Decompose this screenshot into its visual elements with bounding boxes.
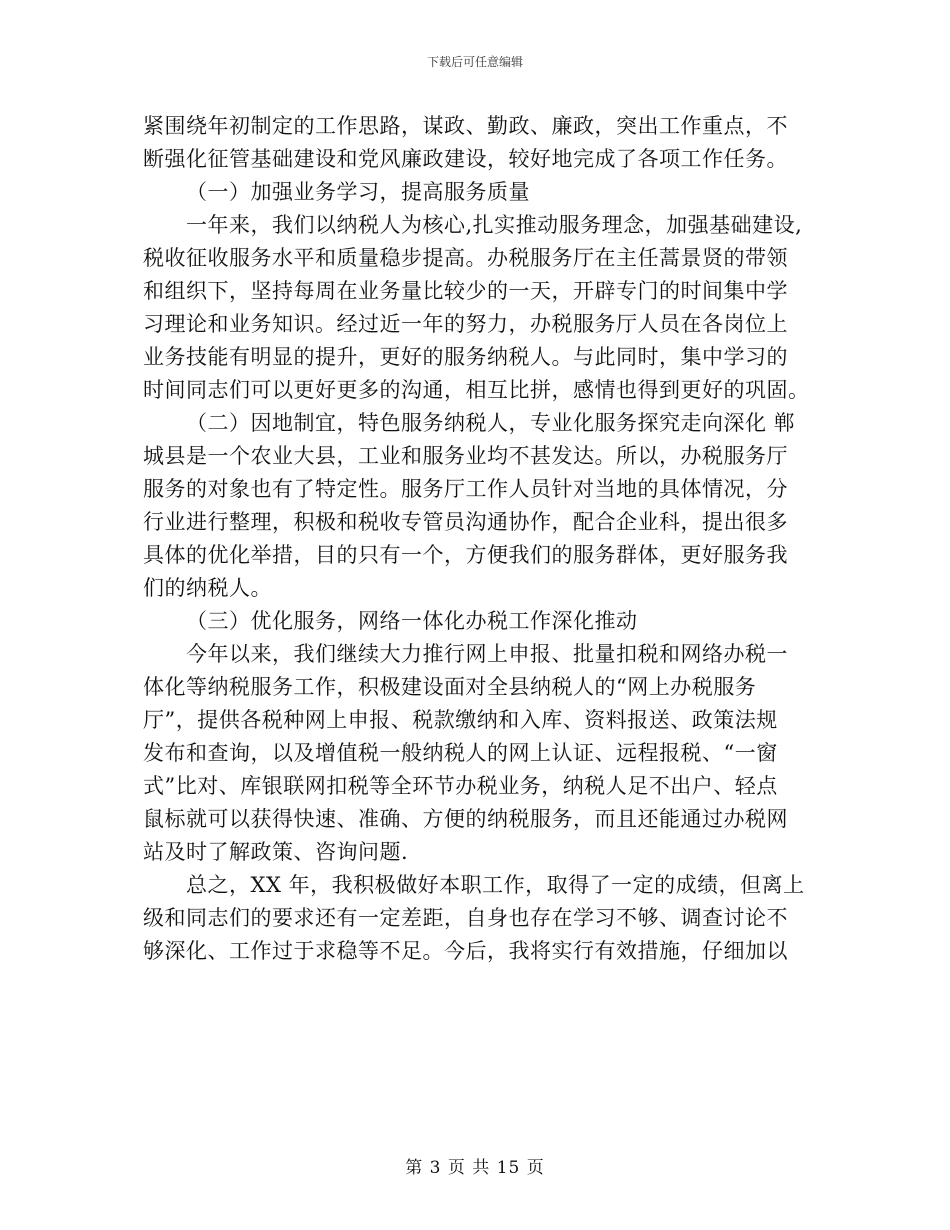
text-line: 们的纳税人。 — [143, 576, 272, 600]
text-line: （三）优化服务，网络一体化办税工作深化推动 — [186, 609, 638, 633]
text-line: 体化等纳税服务工作，积极建设面对全县纳税人的“网上办税服务 — [143, 675, 757, 699]
text-line: 服务的对象也有了特定性。服务厅工作人员针对当地的具体情况，分 — [143, 477, 788, 501]
text-line: 城县是一个农业大县，工业和服务业均不甚发达。所以，办税服务厅 — [143, 444, 788, 468]
text-line: 行业进行整理，积极和税收专管员沟通协作，配合企业科，提出很多 — [143, 510, 788, 534]
text-line: 断强化征管基础建设和党风廉政建设，较好地完成了各项工作任务。 — [143, 147, 788, 171]
text-line: 一年来，我们以纳税人为核心,扎实推动服务理念，加强基础建设, — [186, 213, 803, 237]
text-line: 站及时了解政策、咨询问题. — [143, 840, 409, 864]
text-line: 税收征收服务水平和质量稳步提高。办税服务厅在主任蒿景贤的带领 — [143, 246, 788, 270]
text-line: 和组织下，坚持每周在业务量比较少的一天，开辟专门的时间集中学 — [143, 279, 788, 303]
page-header-note: 下载后可任意编辑 — [426, 55, 523, 69]
text-line: 发布和查询，以及增值税一般纳税人的网上认证、远程报税、“一窗 — [143, 741, 778, 765]
text-line: 鼠标就可以获得快速、准确、方便的纳税服务，而且还能通过办税网 — [143, 807, 788, 831]
text-line: 总之，XX 年，我积极做好本职工作，取得了一定的成绩，但离上 — [186, 873, 805, 897]
text-line: 业务技能有明显的提升，更好的服务纳税人。与此同时，集中学习的 — [143, 345, 788, 369]
text-line: 级和同志们的要求还有一定差距，自身也存在学习不够、调查讨论不 — [143, 906, 788, 930]
text-line: 具体的优化举措，目的只有一个，方便我们的服务群体，更好服务我 — [143, 543, 788, 567]
text-line: 时间同志们可以更好更多的沟通，相互比拼，感情也得到更好的巩固。 — [143, 378, 810, 402]
text-line: 式”比对、库银联网扣税等全环节办税业务，纳税人足不出户、轻点 — [143, 774, 778, 798]
text-line: 习理论和业务知识。经过近一年的努力，办税服务厅人员在各岗位上 — [143, 312, 788, 336]
text-line: 紧围绕年初制定的工作思路，谋政、勤政、廉政，突出工作重点，不 — [143, 114, 788, 138]
text-line: 今年以来，我们继续大力推行网上申报、批量扣税和网络办税一 — [186, 642, 788, 666]
text-line: 够深化、工作过于求稳等不足。今后，我将实行有效措施，仔细加以 — [143, 939, 788, 963]
text-line: （二）因地制宜，特色服务纳税人，专业化服务探究走向深化 郸 — [186, 411, 796, 435]
document-body — [143, 110, 833, 968]
text-line: （一）加强业务学习，提高服务质量 — [186, 180, 530, 204]
text-line: 厅”，提供各税种网上申报、税款缴纳和入库、资料报送、政策法规 — [143, 708, 778, 732]
page-number-footer: 第 3 页 共 15 页 — [405, 1158, 545, 1178]
